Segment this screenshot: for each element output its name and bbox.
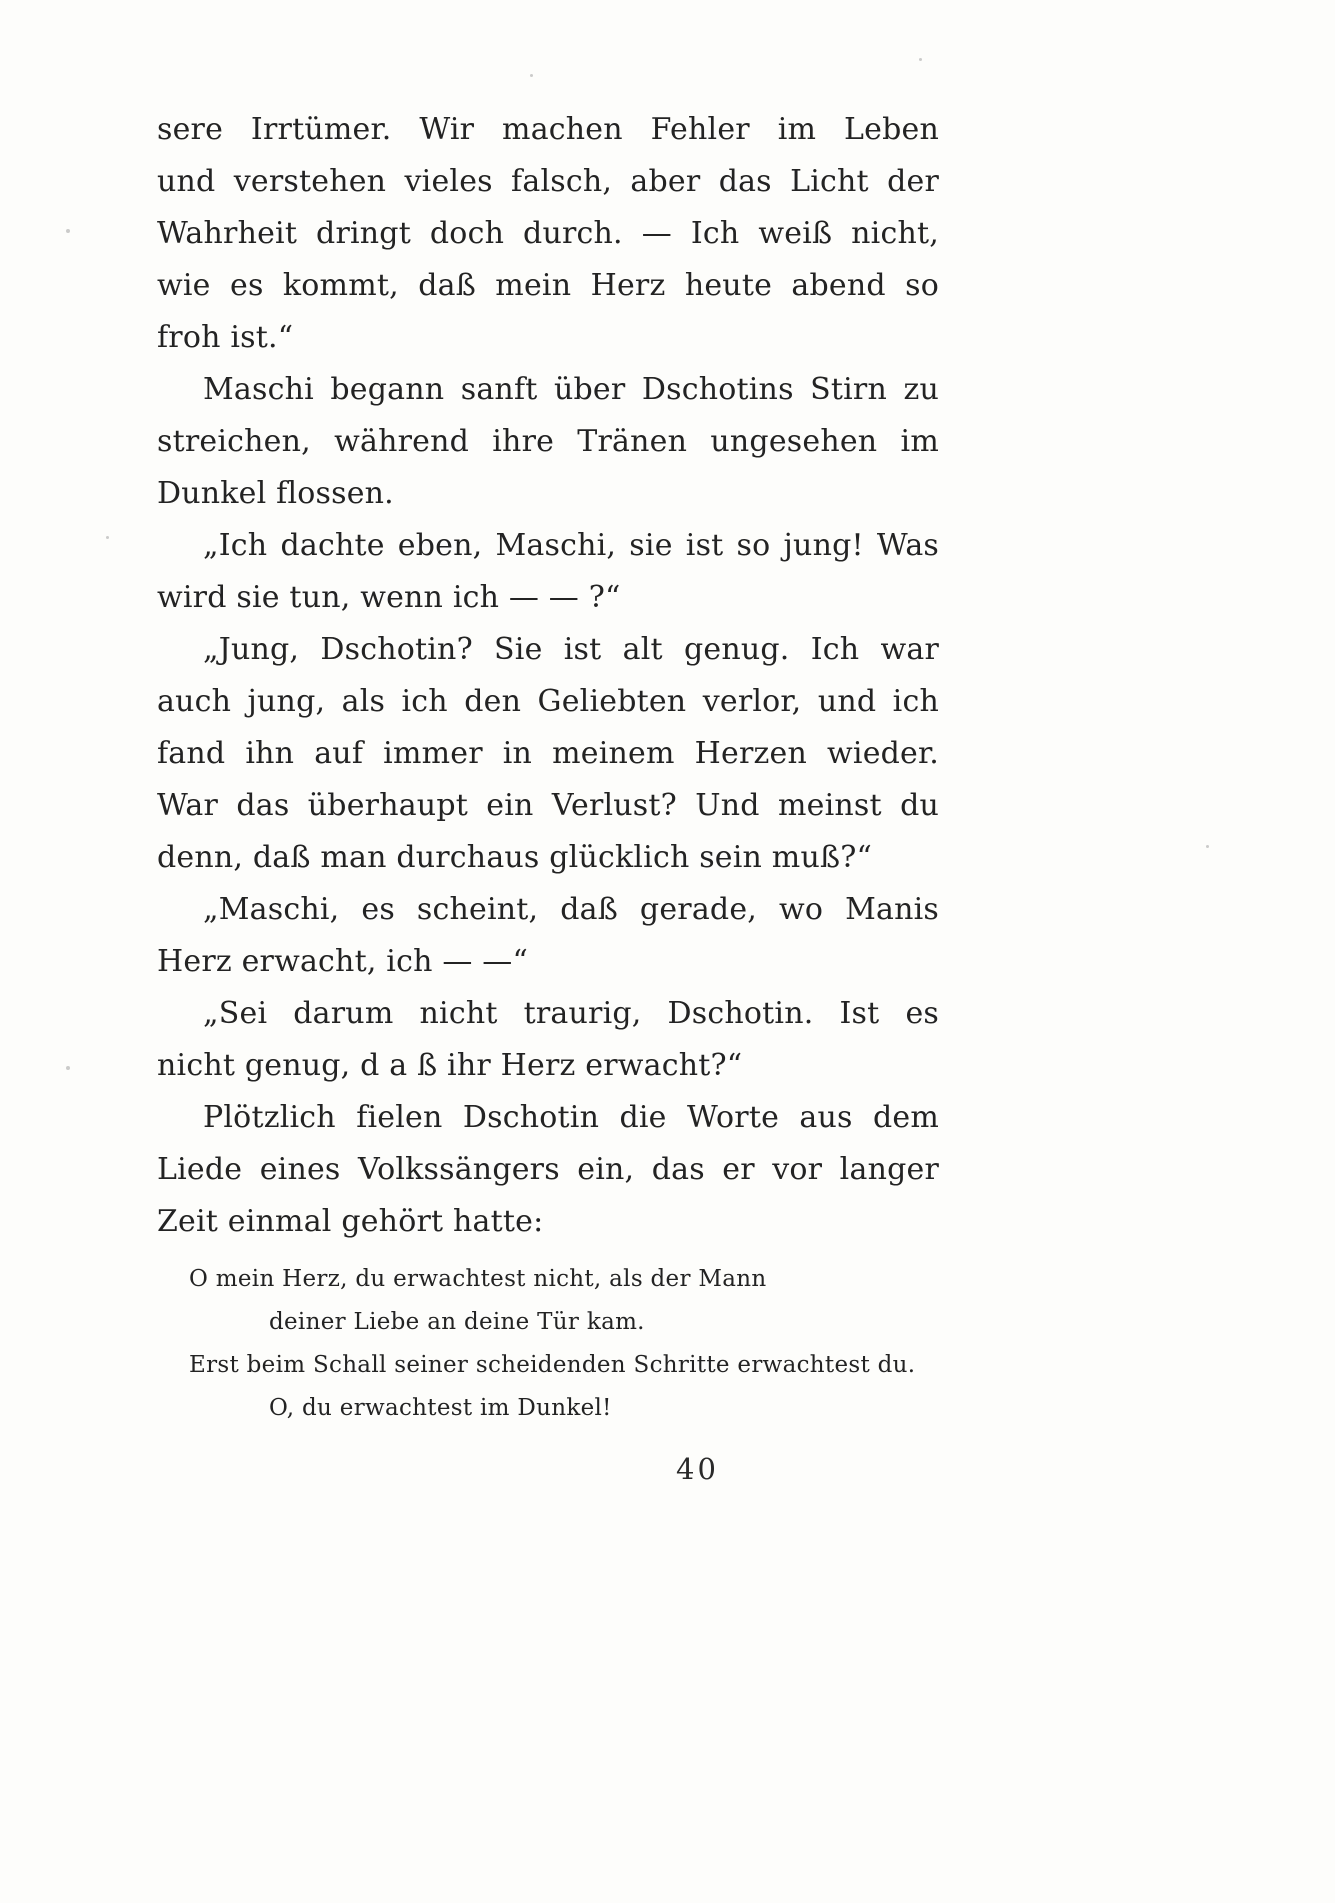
text-line: Maschi begann sanft über Dschotins Stirn zu — [203, 372, 939, 407]
text-line: nicht genug, d a ß ihr Herz erwacht?“ — [157, 1048, 743, 1083]
text-line: „Jung, Dschotin? Sie ist alt genug. Ich war — [203, 632, 939, 667]
scan-speck — [530, 74, 533, 77]
text-line: Plötzlich fielen Dschotin die Worte aus dem — [203, 1100, 939, 1135]
text-line: Dunkel flossen. — [157, 476, 394, 511]
body-paragraphs — [157, 104, 939, 1248]
text-line: auch jung, als ich den Geliebten verlor, und ich — [157, 684, 939, 719]
verse-line: O, du erwachtest im Dunkel! — [269, 1395, 612, 1421]
text-line: Wahrheit dringt doch durch. — Ich weiß nicht, — [157, 216, 939, 251]
paragraph — [157, 364, 939, 520]
text-line: Herz erwacht, ich — —“ — [157, 944, 529, 979]
paragraph — [157, 988, 939, 1092]
verse-line: deiner Liebe an deine Tür kam. — [269, 1309, 645, 1335]
scan-speck — [1206, 845, 1209, 848]
text-line: streichen, während ihre Tränen ungesehen im — [157, 424, 939, 459]
text-line: sere Irrtümer. Wir machen Fehler im Leben — [157, 112, 939, 147]
text-line: „Ich dachte eben, Maschi, sie ist so jung! Was — [203, 528, 939, 563]
text-line: wie es kommt, daß mein Herz heute abend so — [157, 268, 939, 303]
scan-speck — [66, 1066, 70, 1070]
paragraph — [157, 884, 939, 988]
text-line: Liede eines Volkssängers ein, das er vor langer — [157, 1152, 939, 1187]
text-block — [157, 104, 939, 1430]
text-line: froh ist.“ — [157, 320, 294, 355]
scan-speck — [106, 536, 109, 539]
scan-speck — [66, 229, 70, 233]
text-line: „Sei darum nicht traurig, Dschotin. Ist es — [203, 996, 939, 1031]
paragraph — [157, 104, 939, 364]
paragraph — [157, 1092, 939, 1248]
scan-speck — [919, 58, 922, 61]
verse-line: Erst beim Schall seiner scheidenden Schritte erwachtest du. — [189, 1352, 916, 1378]
text-line: und verstehen vieles falsch, aber das Licht der — [157, 164, 939, 199]
paragraph — [157, 624, 939, 884]
text-line: Zeit einmal gehört hatte: — [157, 1204, 544, 1239]
text-line: fand ihn auf immer in meinem Herzen wieder. — [157, 736, 939, 771]
page-number: 40 — [676, 1452, 719, 1486]
paragraph — [157, 520, 939, 624]
text-line: denn, daß man durchaus glücklich sein muß?“ — [157, 840, 873, 875]
text-line: wird sie tun, wenn ich — — ?“ — [157, 580, 621, 615]
text-line: War das überhaupt ein Verlust? Und meinst du — [157, 788, 939, 823]
verse-block — [157, 1258, 939, 1430]
verse-line: O mein Herz, du erwachtest nicht, als der Mann — [189, 1266, 767, 1292]
text-line: „Maschi, es scheint, daß gerade, wo Manis — [203, 892, 939, 927]
